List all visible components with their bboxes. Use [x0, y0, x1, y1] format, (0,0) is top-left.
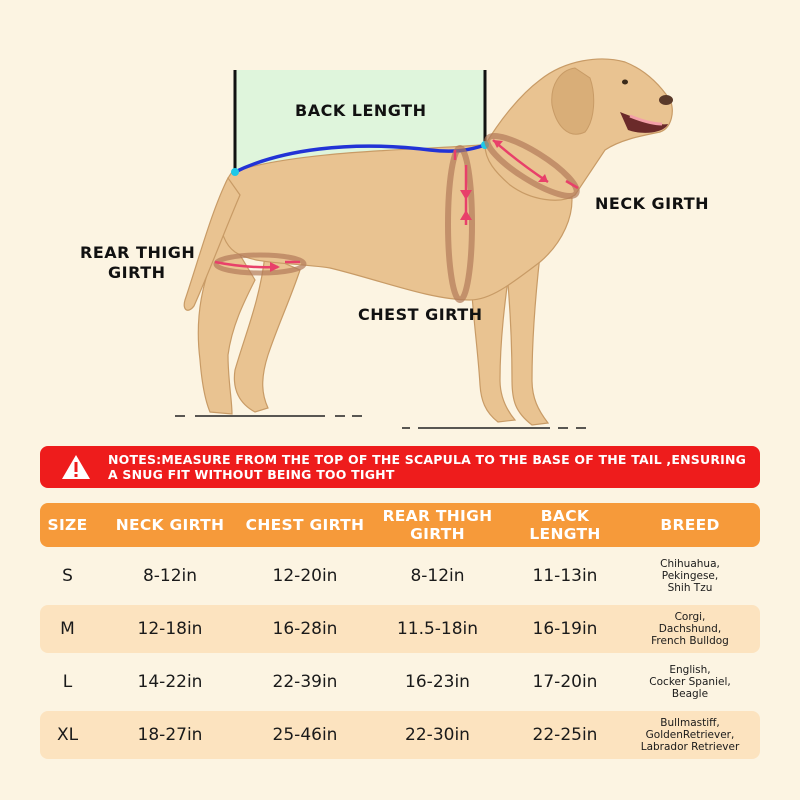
- table-row: [40, 552, 760, 600]
- cell-breed: Corgi, Dachshund, French Bulldog: [651, 611, 729, 647]
- cell-breed: Bullmastiff, GoldenRetriever, Labrador Retriever: [640, 717, 740, 753]
- cell-thigh: 22-30in: [405, 725, 470, 745]
- table-row: [40, 658, 760, 706]
- back-length-label: BACK LENGTH: [295, 101, 427, 120]
- cell-size: XL: [56, 725, 79, 745]
- header-chest-girth: CHEST GIRTH: [245, 516, 365, 534]
- header-breed: BREED: [660, 516, 720, 534]
- notes-banner: [40, 446, 760, 488]
- dog-nose: [659, 95, 673, 105]
- cell-breed: English, Cocker Spaniel, Beagle: [649, 664, 731, 700]
- rear-thigh-label-line2: GIRTH: [108, 263, 166, 282]
- cell-chest: 16-28in: [272, 619, 338, 639]
- cell-thigh: 8-12in: [410, 566, 465, 586]
- header-neck-girth: NECK GIRTH: [115, 516, 225, 534]
- table-row: [40, 711, 760, 759]
- warning-triangle-icon: [54, 446, 98, 488]
- cell-chest: 22-39in: [272, 672, 338, 692]
- cell-neck: 18-27in: [137, 725, 203, 745]
- notes-text: NOTES:MEASURE FROM THE TOP OF THE SCAPULA TO THE BASE OF THE TAIL ,ENSURING A SNUG FIT WITHOUT BEING TOO TIGHT: [108, 452, 747, 482]
- size-chart-table: [40, 503, 760, 759]
- cell-neck: 8-12in: [142, 566, 198, 586]
- neck-girth-label: NECK GIRTH: [595, 194, 710, 213]
- table-header: [40, 503, 760, 547]
- cell-back: 22-25in: [532, 725, 598, 745]
- cell-back: 11-13in: [532, 566, 598, 586]
- cell-neck: 14-22in: [137, 672, 203, 692]
- cell-back: 16-19in: [532, 619, 598, 639]
- cell-neck: 12-18in: [137, 619, 203, 639]
- cell-chest: 25-46in: [272, 725, 338, 745]
- header-size: SIZE: [47, 516, 88, 534]
- cell-size: L: [62, 672, 73, 692]
- cell-thigh: 16-23in: [405, 672, 470, 692]
- cell-thigh: 11.5-18in: [396, 619, 479, 639]
- dog-eye: [622, 80, 628, 85]
- cell-size: S: [62, 566, 73, 586]
- back-start-marker: [231, 168, 239, 176]
- chest-girth-label: CHEST GIRTH: [358, 305, 483, 324]
- cell-chest: 12-20in: [272, 566, 338, 586]
- cell-size: M: [60, 619, 75, 639]
- cell-breed: Chihuahua, Pekingese, Shih Tzu: [660, 558, 720, 594]
- cell-back: 17-20in: [532, 672, 598, 692]
- table-row: [40, 605, 760, 653]
- header-back-length: BACK LENGTH: [529, 507, 601, 543]
- rear-thigh-label-line1: REAR THIGH: [80, 243, 196, 262]
- header-rear-thigh-girth: REAR THIGH GIRTH: [382, 507, 493, 543]
